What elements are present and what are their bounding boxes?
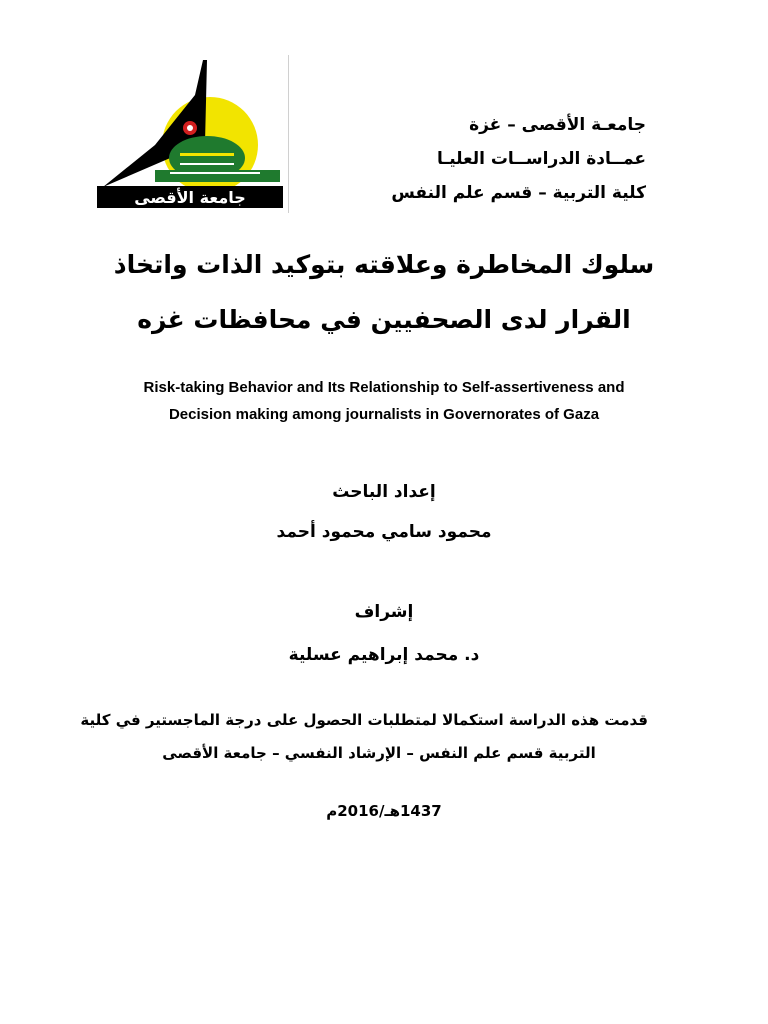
- thesis-title-english-line2: Decision making among journalists in Governorates of Gaza: [168, 406, 600, 423]
- supervision-label: إشراف: [354, 602, 414, 622]
- researcher-label: إعداد الباحث: [332, 482, 436, 502]
- supervisor-name: د. محمد إبراهيم عسلية: [288, 645, 480, 665]
- thesis-title-arabic-line2: القرار لدى الصحفيين في محافظات غزه: [137, 305, 631, 334]
- faculty-name: كلية التربية – قسم علم النفس: [391, 183, 646, 203]
- researcher-name: محمود سامي محمود أحمد: [276, 522, 492, 542]
- submission-statement-line1: قدمت هذه الدراسة استكمالا لمتطلبات الحصول على درجة الماجستير في كلية: [80, 711, 648, 729]
- thesis-title-arabic-line1: سلوك المخاطرة وعلاقته بتوكيد الذات واتخاذ: [113, 250, 655, 279]
- logo-frame: [95, 55, 289, 213]
- submission-date: 1437هـ/2016م: [326, 802, 442, 820]
- thesis-title-english-line1: Risk-taking Behavior and Its Relationship to Self-assertiveness and: [143, 379, 625, 396]
- university-logo: [95, 55, 290, 215]
- submission-statement-line2: التربية قسم علم النفس – الإرشاد النفسي – جامعة الأقصى: [162, 744, 596, 762]
- deanship-name: عمــادة الدراســات العليـا: [437, 149, 646, 169]
- university-name: جامعـة الأقصى – غزة: [469, 115, 646, 135]
- logo-text: جامعة الأقصى: [134, 188, 246, 207]
- header-block: [391, 108, 646, 210]
